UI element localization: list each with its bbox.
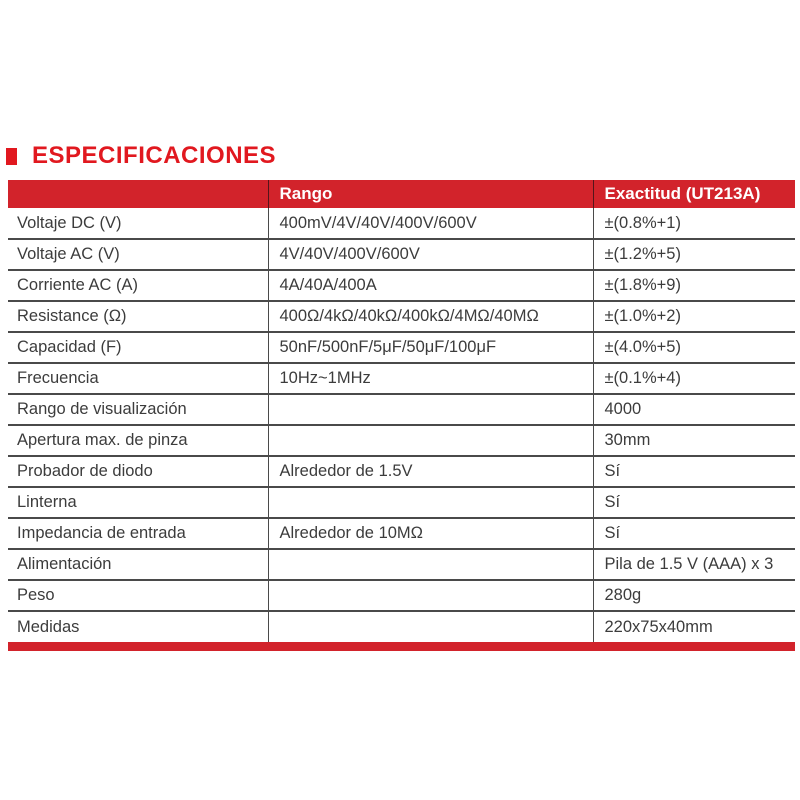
spec-accuracy-cell: Pila de 1.5 V (AAA) x 3 (593, 549, 795, 580)
spec-accuracy-cell: ±(0.8%+1) (593, 208, 795, 239)
spec-range-cell: 4A/40A/400A (268, 270, 593, 301)
spec-range-cell: 400mV/4V/40V/400V/600V (268, 208, 593, 239)
spec-label-cell: Impedancia de entrada (8, 518, 268, 549)
table-row (8, 580, 795, 611)
spec-label-cell: Alimentación (8, 549, 268, 580)
spec-accuracy-cell: ±(1.8%+9) (593, 270, 795, 301)
header-cell-accuracy: Exactitud (UT213A) (593, 180, 795, 208)
spec-label-cell: Capacidad (F) (8, 332, 268, 363)
spec-label-cell: Peso (8, 580, 268, 611)
spec-label-cell: Medidas (8, 611, 268, 642)
header-row (8, 180, 795, 208)
red-square-bullet-icon (6, 148, 17, 165)
table-row (8, 239, 795, 270)
specifications-table (8, 180, 795, 642)
spec-label-cell: Linterna (8, 487, 268, 518)
table-row (8, 301, 795, 332)
spec-range-cell: Alrededor de 1.5V (268, 456, 593, 487)
spec-accuracy-cell: 4000 (593, 394, 795, 425)
spec-label-cell: Probador de diodo (8, 456, 268, 487)
table-row (8, 518, 795, 549)
table-row (8, 425, 795, 456)
header-cell-range: Rango (268, 180, 593, 208)
table-row (8, 394, 795, 425)
page-title: ESPECIFICACIONES (32, 142, 277, 169)
spec-range-cell (268, 487, 593, 518)
header-cell-empty (8, 180, 268, 208)
spec-label-cell: Corriente AC (A) (8, 270, 268, 301)
spec-accuracy-cell: ±(0.1%+4) (593, 363, 795, 394)
section-heading (6, 144, 276, 168)
spec-label-cell: Frecuencia (8, 363, 268, 394)
spec-range-cell (268, 580, 593, 611)
spec-accuracy-cell: 280g (593, 580, 795, 611)
spec-range-cell: Alrededor de 10MΩ (268, 518, 593, 549)
spec-range-cell: 50nF/500nF/5μF/50μF/100μF (268, 332, 593, 363)
table-body (8, 208, 795, 642)
spec-accuracy-cell: Sí (593, 487, 795, 518)
spec-range-cell: 10Hz~1MHz (268, 363, 593, 394)
spec-accuracy-cell: ±(1.2%+5) (593, 239, 795, 270)
spec-accuracy-cell: ±(4.0%+5) (593, 332, 795, 363)
spec-label-cell: Voltaje AC (V) (8, 239, 268, 270)
table-row (8, 208, 795, 239)
spec-accuracy-cell: Sí (593, 456, 795, 487)
spec-label-cell: Rango de visualización (8, 394, 268, 425)
spec-range-cell (268, 549, 593, 580)
table-bottom-accent-bar (8, 642, 795, 651)
table-row (8, 270, 795, 301)
table-header (8, 180, 795, 208)
spec-range-cell (268, 394, 593, 425)
spec-label-cell: Apertura max. de pinza (8, 425, 268, 456)
table-row (8, 332, 795, 363)
spec-label-cell: Voltaje DC (V) (8, 208, 268, 239)
spec-accuracy-cell: 220x75x40mm (604, 617, 713, 636)
spec-range-cell: 4V/40V/400V/600V (268, 239, 593, 270)
table-row (8, 363, 795, 394)
spec-range-cell (268, 425, 593, 456)
spec-range-cell (268, 611, 593, 642)
table-row (8, 456, 795, 487)
spec-accuracy-cell: ±(1.0%+2) (593, 301, 795, 332)
spec-label-cell: Resistance (Ω) (8, 301, 268, 332)
spec-accuracy-cell: 30mm (593, 425, 795, 456)
table-row (8, 487, 795, 518)
table-row (8, 611, 795, 642)
table-row (8, 549, 795, 580)
spec-range-cell: 400Ω/4kΩ/40kΩ/400kΩ/4MΩ/40MΩ (268, 301, 593, 332)
spec-accuracy-cell: Sí (593, 518, 795, 549)
